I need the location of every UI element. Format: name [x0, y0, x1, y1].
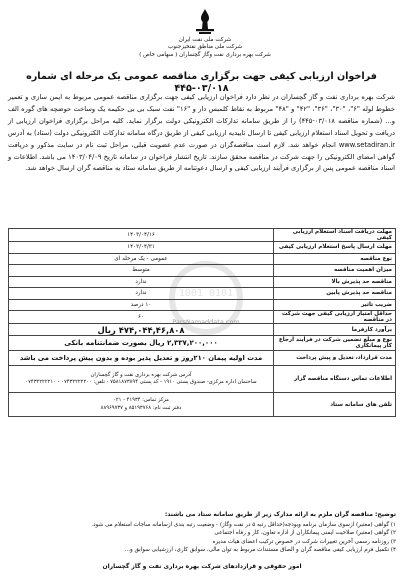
list-item: ۴) تکمیل فرم ارزیابی کیفی مناقصه گران و الصاق مستندات مربوط به توان مالی، سوابق کاری، ارزشیابی سوابق و... [124, 547, 396, 554]
row-value [9, 393, 274, 417]
table-row [9, 336, 396, 351]
table-row [9, 276, 396, 288]
row-label: مهلت دریافت اسناد استعلام ارزیابی کیفی [274, 229, 396, 242]
table-row [9, 288, 396, 300]
header [0, 6, 403, 68]
row-value: ندارد [9, 276, 274, 288]
row-value [9, 366, 274, 393]
organization-name: شرکت ملی نفت ایران شرکت ملی مناطق نفتخیزجنوب شرکت بهره برداری نفت وگاز گچساران ( سهامی خاص ) [139, 37, 271, 58]
row-value: ۱۴۰۳/۰۴/۱۶ [9, 229, 274, 242]
row-value: ۴۷۴,۰۴۴,۴۶,۸۰۸ ریال [9, 324, 274, 336]
table-row [9, 324, 396, 336]
table-row [9, 242, 396, 254]
row-label: اطلاعات تماس دستگاه مناقصه گزار [274, 366, 396, 393]
table-row [9, 393, 396, 417]
list-item: ۲) گواهی (معتبر) صلاحیت ایمنی پیمانکاران از اداره تعاون، کار و رفاه اجتماعی [214, 530, 396, 537]
row-label: مناقصه حد پذیرش پایین [274, 288, 396, 300]
row-value: ۱۰ درصد [9, 299, 274, 311]
row-label: تلفن های سامانه ستاد [274, 393, 396, 417]
table-row [9, 351, 396, 366]
watermark-caption: ParsNamaddata.com [172, 318, 240, 326]
table-row [9, 299, 396, 311]
row-label: نوع مناقصه [274, 253, 396, 265]
row-value: متوسط [9, 265, 274, 277]
list-item: ۱) گواهی (معتبر) ازسوی سازمان برنامه وبودجه(حداقل رتبه ۵ در نفت وگاز) - وضعیت رتبه بندی ازسامانه ساجات استعلام می شود. [91, 522, 396, 528]
row-value: ۲,۳۳۷,۲۰۰,۰۰۰ ریال بصورت ضمانتنامه بانکی [9, 336, 274, 351]
requirements-list [8, 521, 396, 555]
table-row [9, 366, 396, 393]
row-value: عمومی - یک مرحله ای [9, 253, 274, 265]
nioc-logo-icon [192, 8, 218, 36]
row-label: ضریب تاثیر [274, 299, 396, 311]
tender-info-table [8, 228, 396, 417]
row-value: ۱۴۰۳/۰۴/۳۱ [9, 242, 274, 254]
contact-line: آدرس شرکت بهره برداری نفت و گاز گچساران [90, 371, 192, 378]
row-label: میزان اهمیت مناقصه [274, 265, 396, 277]
table-row [9, 229, 396, 242]
announcement-body: شرکت بهره برداری نفت و گاز گچساران در نظر دارد فراخوان ارزیابی کیفی جهت برگزاری مناقصه عمومی مربوط به ایمن سازی و تعمیر خطوط لوله "۶"، "۳۰"، "۳۶"، "۴۲" و "۴۸" مربوط به نقاط کلمبس دار و "۱۶" نفت سبک بی بی حکیمه یک وساخت حوضچه های گوره الف و... (شماره مناقصه ۰۳/۰۱۸-۴۴۵) را از طریق سامانه تدارکات الکترونیکی دولت برگزار نماید. کلیه مراحل برگزاری فراخوان ارزیابی از دریافت و تحویل اسناد استعلام ارزیابی کیفی تا ارسال تاییدیه ارزیابی کیفی از طریق درگاه سامانه تدارکات الکترونیکی دولت (ستاد) به آدرس www.setadiran.ir انجام خواهد شد. لازم است مناقصه‌گران در صورت عدم عضویت قبلی، مراحل ثبت نام در سایت مذکور و دریافت گواهی امضای الکترونیکی را جهت شرکت در مناقصه محقق سازند. تاریخ انتشار فراخوان در سامانه تاریخ ۱۴۰۳/۰۴/۰۹ می باشد. اطلاعات و اسناد مناقصه عمومی پس از برگزاری فرآیند ارزیابی کیفی و ارسال دعوتنامه از طریق سامانه ستاد به مناقصه گران ارسال خواهد شد. [8, 93, 396, 173]
row-label: مناقصه حد پذیرش بالا [274, 276, 396, 288]
row-value: ۶۰ [9, 311, 274, 324]
page-title: فراخوان ارزیابی کیفی جهت برگزاری مناقصه عمومی یک مرحله ای شماره ۰۳/۰۱۸-۴۴۵ [26, 71, 377, 94]
svg-text:0101 1001: 0101 1001 [178, 288, 234, 299]
issuer-signature: امور حقوقی و قراردادهای شرکت بهره برداری نفت و گاز گچساران [102, 563, 302, 570]
row-label: مهلت ارسال پاسخ استعلام ارزیابی کیفی [274, 242, 396, 254]
list-item: ۳) روزنامه رسمی آخرین تغییرات شرکت در خصوص ترکیب اعضای هیات مدیره [212, 538, 396, 545]
row-label: نوع و مبلغ تضمین شرکت در فرایند ارجاع کار پیمانکاری [274, 336, 396, 351]
row-value: ندارد [9, 288, 274, 300]
table-row [9, 265, 396, 277]
phone-line: دفتر ثبت نام: ۸۵۱۹۳۷۶۸ و ۸۸۹۶۹۷۳۷ [100, 404, 182, 411]
table-row [9, 253, 396, 265]
row-label: حداقل امتیاز ارزیابی کیفی جهت شرکت در مناقصه [274, 311, 396, 324]
table-row [9, 311, 396, 324]
row-label: برآورد کارفرما [274, 324, 396, 336]
notes-heading: توضیح: مناقصه گران ملزم به ارائه مدارک زیر از طریق سامانه ستاد می باشند: [164, 511, 396, 518]
phone-line: مرکز تماس: ۴۱۹۳۴ - ۰۲۱ [113, 397, 169, 404]
row-value: مدت اولیه پیمان ۲۱۰روز و تعدیل پذیر بوده و بدون پیش پرداخت می باشد [9, 351, 274, 366]
row-label: مدت قرارداد، تعدیل و پیش پرداخت [274, 351, 396, 366]
contact-line: ساختمان اداره مرکزی- صندوق پستی ۱۹۱۰ - کد پستی ۷۵۸۱۸۷۳۸۹۴ - تلفن: ۰۷۴۳۲۲۲۲۲۰۰ - ۰۷۴۳۲۲۲۲۲۱۰ [25, 379, 257, 385]
